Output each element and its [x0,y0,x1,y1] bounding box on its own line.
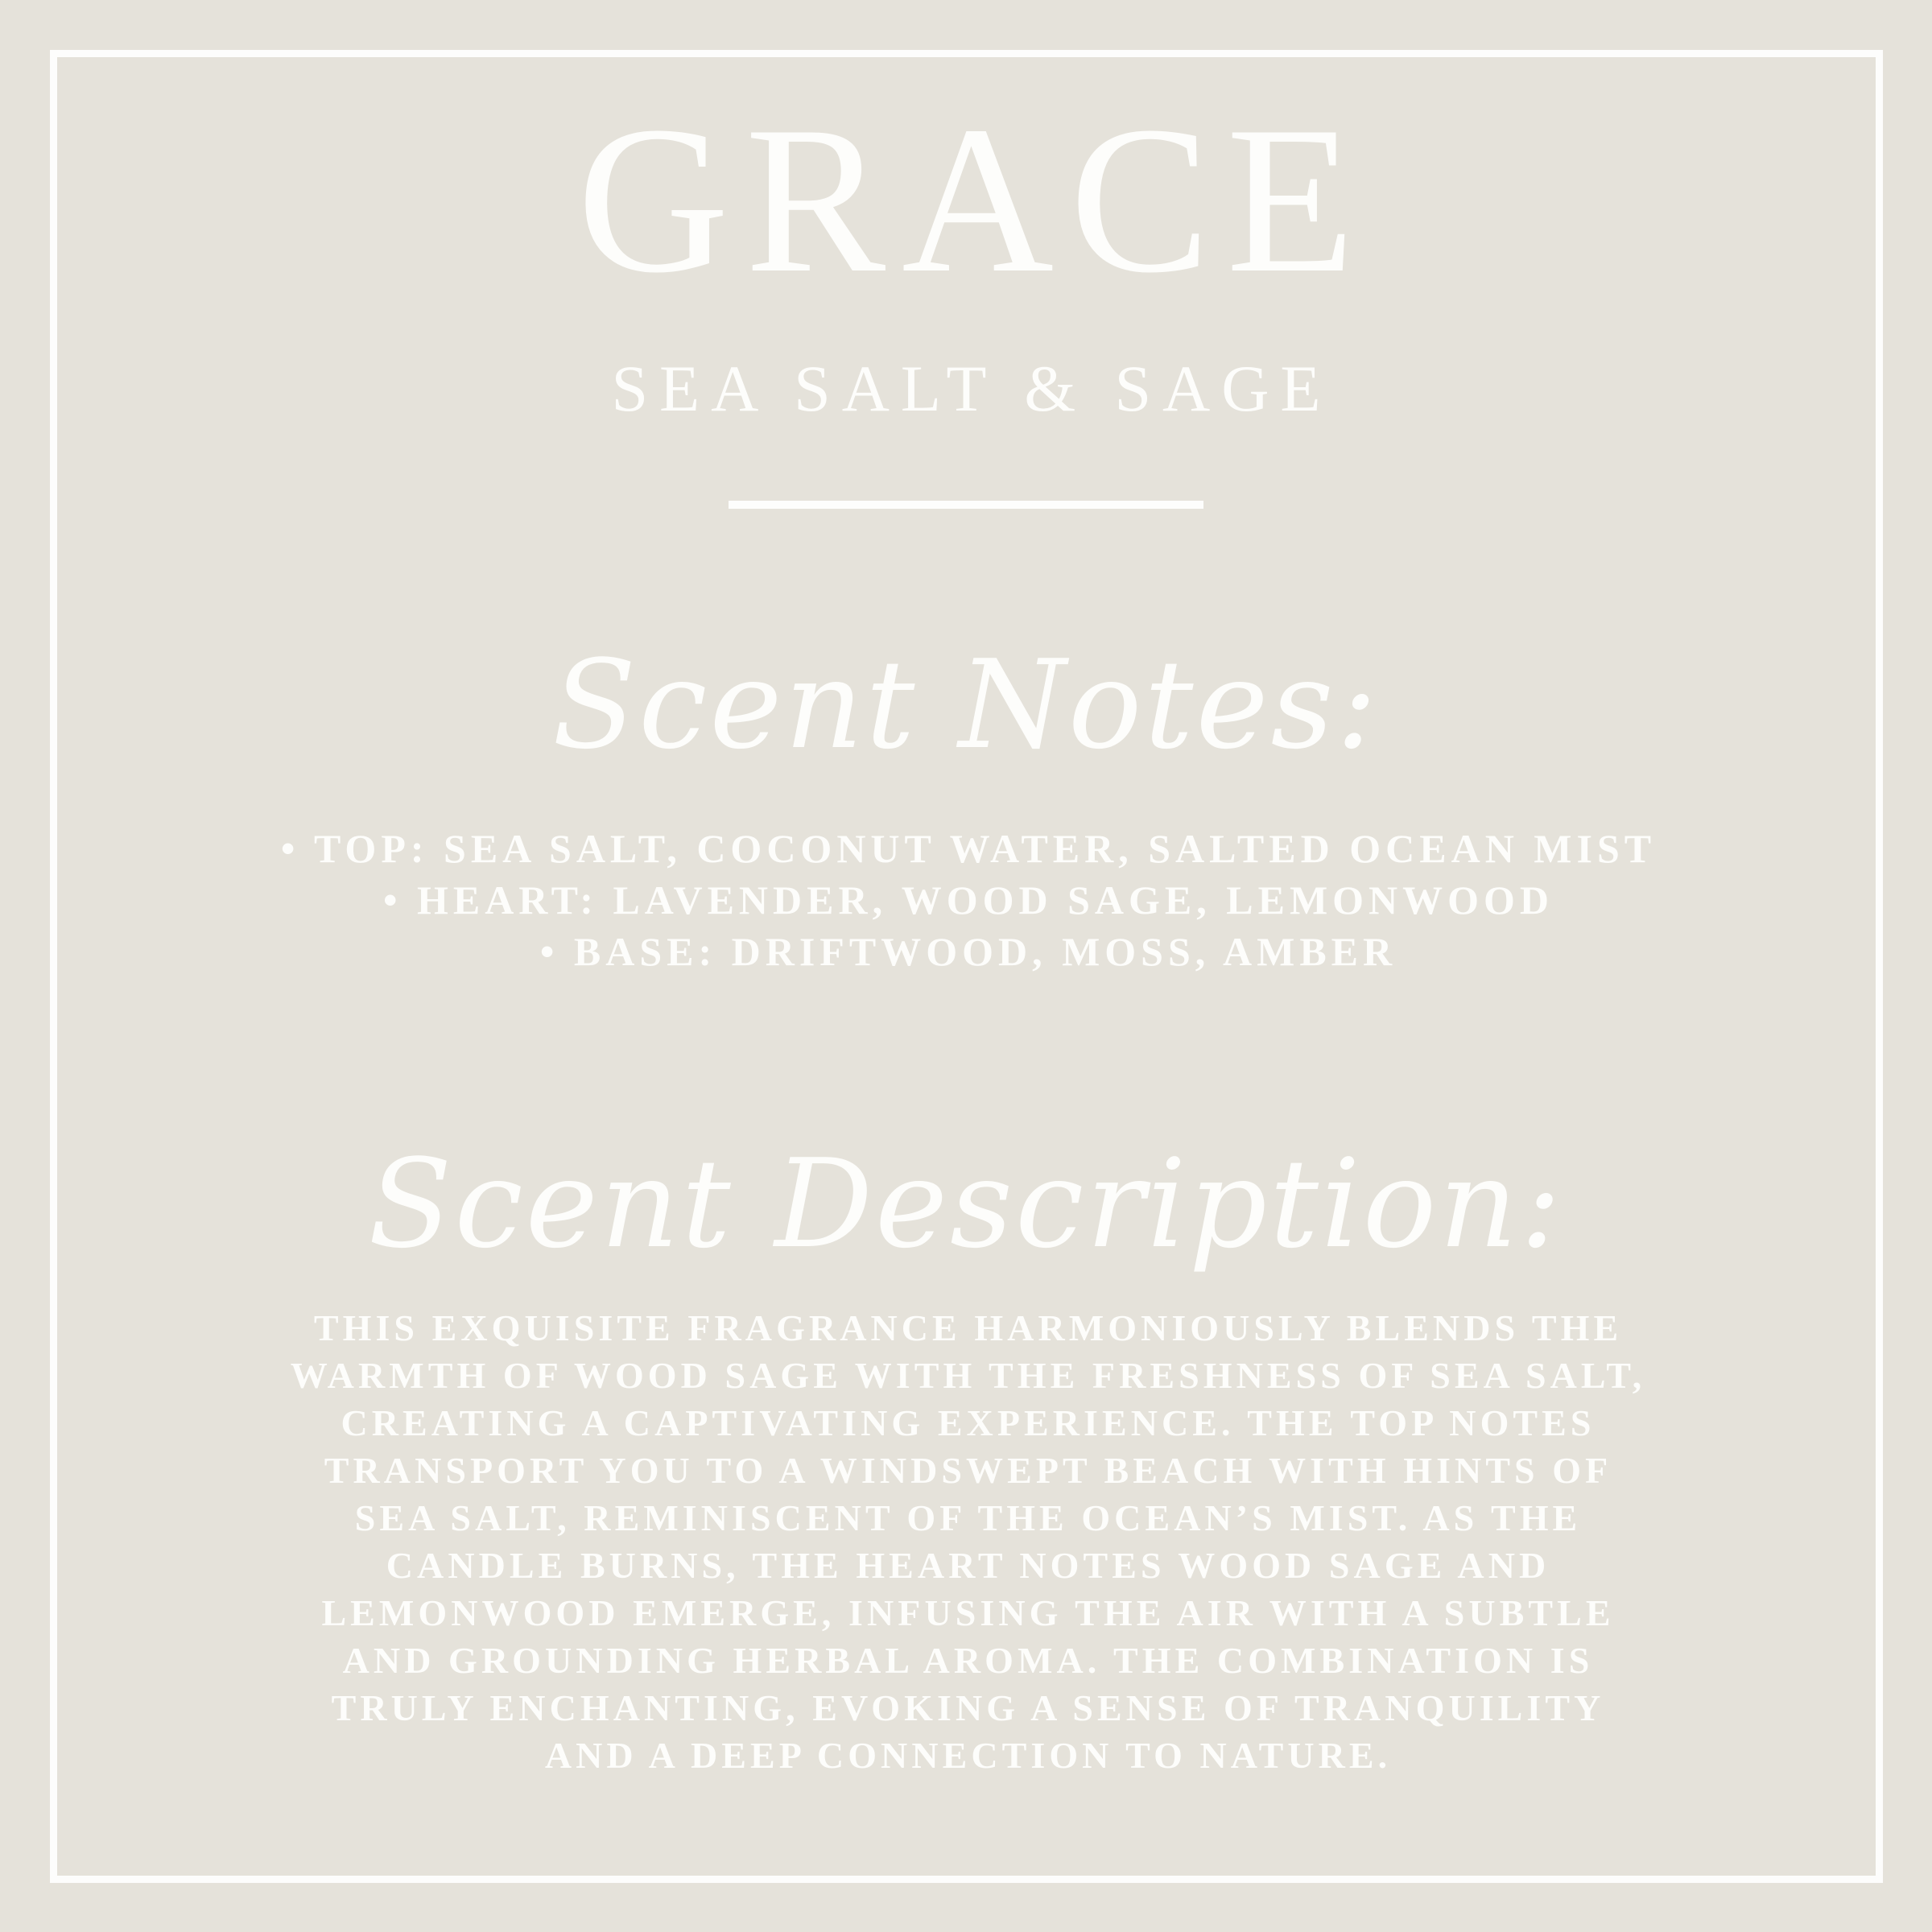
scent-description-heading: Scent Description: [368,1133,1564,1275]
description-line: CREATING A CAPTIVATING EXPERIENCE. THE TOP NOTES [341,1402,1596,1443]
product-title: GRACE [576,83,1371,316]
description-line: AND GROUNDING HERBAL AROMA. THE COMBINATION IS [342,1640,1594,1681]
description-line: WARMTH OF WOOD SAGE WITH THE FRESHNESS OF SEA SALT, [290,1355,1646,1396]
scent-name-subtitle: SEA SALT & SAGE [611,352,1332,425]
description-line: TRULY ENCHANTING, EVOKING A SENSE OF TRANQUILITY [331,1687,1605,1728]
description-line: TRANSPORT YOU TO A WINDSWEPT BEACH WITH HINTS OF [324,1450,1612,1491]
note-heart: • HEART: LAVENDER, WOOD SAGE, LEMONWOOD [382,877,1554,923]
description-line: SEA SALT, REMINISCENT OF THE OCEAN’S MIST. AS THE [354,1497,1582,1538]
description-line: LEMONWOOD EMERGE, INFUSING THE AIR WITH A SUBTLE [321,1592,1615,1633]
note-base: • BASE: DRIFTWOOD, MOSS, AMBER [539,929,1397,974]
description-line: CANDLE BURNS, THE HEART NOTES WOOD SAGE AND [386,1545,1550,1586]
scent-description-text [0,1304,1932,1779]
scent-notes-heading: Scent Notes: [552,634,1380,776]
description-line: THIS EXQUISITE FRAGRANCE HARMONIOUSLY BLENDS THE [313,1307,1623,1348]
note-top: • TOP: SEA SALT, COCONUT WATER, SALTED OCEAN MIST [280,826,1657,871]
divider-line [729,501,1203,509]
description-line: AND A DEEP CONNECTION TO NATURE. [544,1735,1392,1776]
scent-notes-list [0,823,1932,977]
